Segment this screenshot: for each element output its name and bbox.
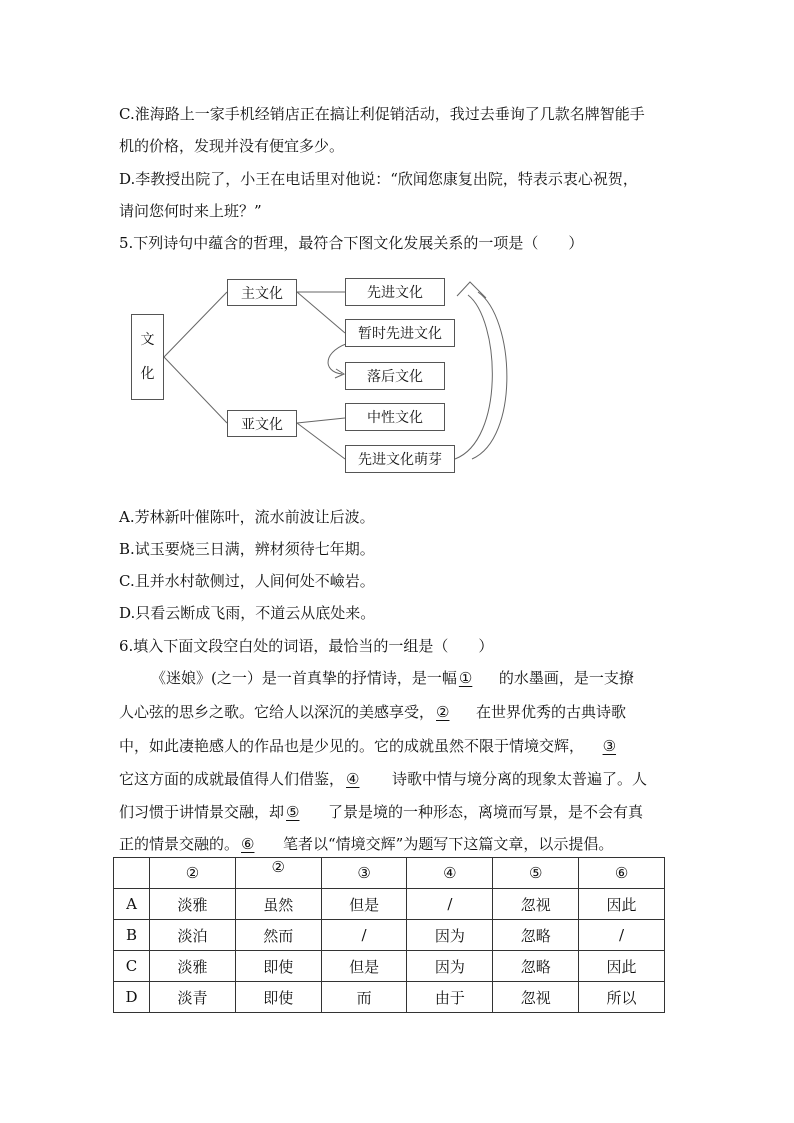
table-cell: 淡雅	[150, 889, 236, 920]
passage-text: 的水墨画，是一支撩	[498, 669, 634, 687]
table-cell: 忽视	[493, 889, 579, 920]
root-char-1: 文	[140, 332, 155, 348]
table-header-cell: ④	[407, 858, 493, 889]
q5-option-d: D.只看云断成飞雨，不道云从底处来。	[119, 604, 376, 622]
table-cell: 但是	[321, 889, 407, 920]
table-cell: 但是	[321, 951, 407, 982]
passage-line-5	[119, 802, 643, 822]
blank-3	[584, 736, 618, 756]
table-row	[114, 889, 665, 920]
table-cell: 因此	[579, 889, 665, 920]
blank-label: ⑥	[241, 835, 255, 853]
passage-text: 《迷娘》(之一）是一首真挚的抒情诗，是一幅	[151, 669, 457, 687]
blank-label: ②	[436, 703, 450, 721]
curve-arrow-rise	[455, 295, 492, 459]
passage-text: 了景是境的一种形态，离境而写景，是不会有真	[328, 803, 644, 821]
table-cell: 所以	[579, 982, 665, 1013]
passage-line-1	[151, 668, 634, 688]
option-d-line1: D.李教授出院了，小王在电话里对他说：“欣闻您康复出院，特表示衷心祝贺，	[119, 170, 638, 188]
table-cell: 然而	[235, 920, 321, 951]
passage-text: 中，如此凄艳感人的作品也是少见的。它的成就虽然不限于情境交辉，	[119, 737, 585, 755]
passage-text: 诗歌中情与境分离的现象太普遍了。人	[392, 770, 648, 788]
blank-1	[457, 668, 499, 688]
option-c-line2: 机的价格，发现并没有便宜多少。	[119, 137, 345, 155]
box-sprout-culture: 先进文化萌芽	[345, 445, 455, 473]
table-cell: 淡雅	[150, 951, 236, 982]
table-cell: 即使	[235, 982, 321, 1013]
table-header-cell: ②	[235, 858, 321, 889]
passage-line-4	[119, 769, 647, 789]
blank-5	[284, 802, 328, 822]
box-sub-culture: 亚文化	[227, 410, 297, 437]
blank-4	[344, 769, 392, 789]
table-cell: C	[114, 951, 150, 982]
table-cell: /	[407, 889, 493, 920]
table-header-cell: ③	[321, 858, 407, 889]
box-neutral-culture: 中性文化	[345, 403, 445, 431]
connector-sub-neutral	[297, 418, 345, 423]
table-cell: 由于	[407, 982, 493, 1013]
table-header-row	[114, 858, 665, 889]
passage-text: 它这方面的成就最值得人们借鉴，	[119, 770, 345, 788]
passage-text: 正的情景交融的。	[119, 835, 240, 853]
q5-option-a: A.芳林新叶催陈叶，流水前波让后波。	[119, 508, 375, 526]
passage-text: 们习惯于讲情景交融，却	[119, 803, 285, 821]
answer-table	[113, 857, 665, 1013]
connector-root-sub	[164, 357, 227, 423]
curve-arrow-rise-outer	[472, 292, 507, 459]
table-cell: D	[114, 982, 150, 1013]
option-d-line2: 请问您何时来上班？”	[119, 202, 262, 220]
blank-2	[434, 702, 476, 722]
box-advanced-culture: 先进文化	[345, 278, 445, 306]
q5-option-b: B.试玉要烧三日满，辨材须待七年期。	[119, 540, 375, 558]
passage-text: 在世界优秀的古典诗歌	[476, 703, 627, 721]
blank-label: ③	[602, 737, 617, 755]
blank-label: ④	[346, 770, 360, 788]
connector-root-main	[164, 292, 227, 357]
blank-label: ⑤	[286, 803, 300, 821]
table-cell: 因为	[407, 951, 493, 982]
passage-line-3	[119, 736, 618, 756]
passage-line-6	[119, 834, 613, 854]
table-cell: 淡青	[150, 982, 236, 1013]
table-cell: B	[114, 920, 150, 951]
table-row	[114, 920, 665, 951]
table-row	[114, 982, 665, 1013]
question-5-stem: 5.下列诗句中蕴含的哲理，最符合下图文化发展关系的一项是（ ）	[119, 234, 584, 252]
box-backward-culture: 落后文化	[345, 362, 445, 390]
table-cell: 虽然	[235, 889, 321, 920]
passage-text: 人心弦的思乡之歌。它给人以深沉的美感享受，	[119, 703, 435, 721]
connector-main-temp	[297, 292, 345, 333]
table-cell: 而	[321, 982, 407, 1013]
table-cell: A	[114, 889, 150, 920]
option-c-line1: C.淮海路上一家手机经销店正在搞让利促销活动，我过去垂询了几款名牌智能手	[119, 105, 645, 123]
question-6-stem: 6.填入下面文段空白处的词语，最恰当的一组是（ ）	[119, 637, 494, 655]
table-cell: 因此	[579, 951, 665, 982]
connector-sub-sprout	[297, 423, 345, 459]
table-cell: /	[579, 920, 665, 951]
table-row	[114, 951, 665, 982]
table-cell: 忽略	[493, 920, 579, 951]
table-cell: 淡泊	[150, 920, 236, 951]
table-cell: 因为	[407, 920, 493, 951]
table-header-cell: ⑤	[493, 858, 579, 889]
root-char-2: 化	[140, 366, 155, 382]
table-header-cell	[114, 858, 150, 889]
passage-line-2	[119, 702, 626, 722]
table-cell: 忽视	[493, 982, 579, 1013]
blank-label: ①	[458, 669, 473, 687]
table-header-cell: ②	[150, 858, 236, 889]
q5-option-c: C.且并水村欹侧过，人间何处不嶮岩。	[119, 572, 375, 590]
table-cell: 即使	[235, 951, 321, 982]
box-main-culture: 主文化	[227, 279, 297, 306]
table-header-cell: ⑥	[579, 858, 665, 889]
passage-text: 笔者以“情境交辉”为题写下这篇文章，以示提倡。	[283, 835, 614, 853]
table-cell: 忽略	[493, 951, 579, 982]
blank-6	[239, 834, 283, 854]
table-cell: /	[321, 920, 407, 951]
box-temp-advanced-culture: 暂时先进文化	[345, 319, 455, 347]
box-culture-root	[131, 314, 164, 400]
